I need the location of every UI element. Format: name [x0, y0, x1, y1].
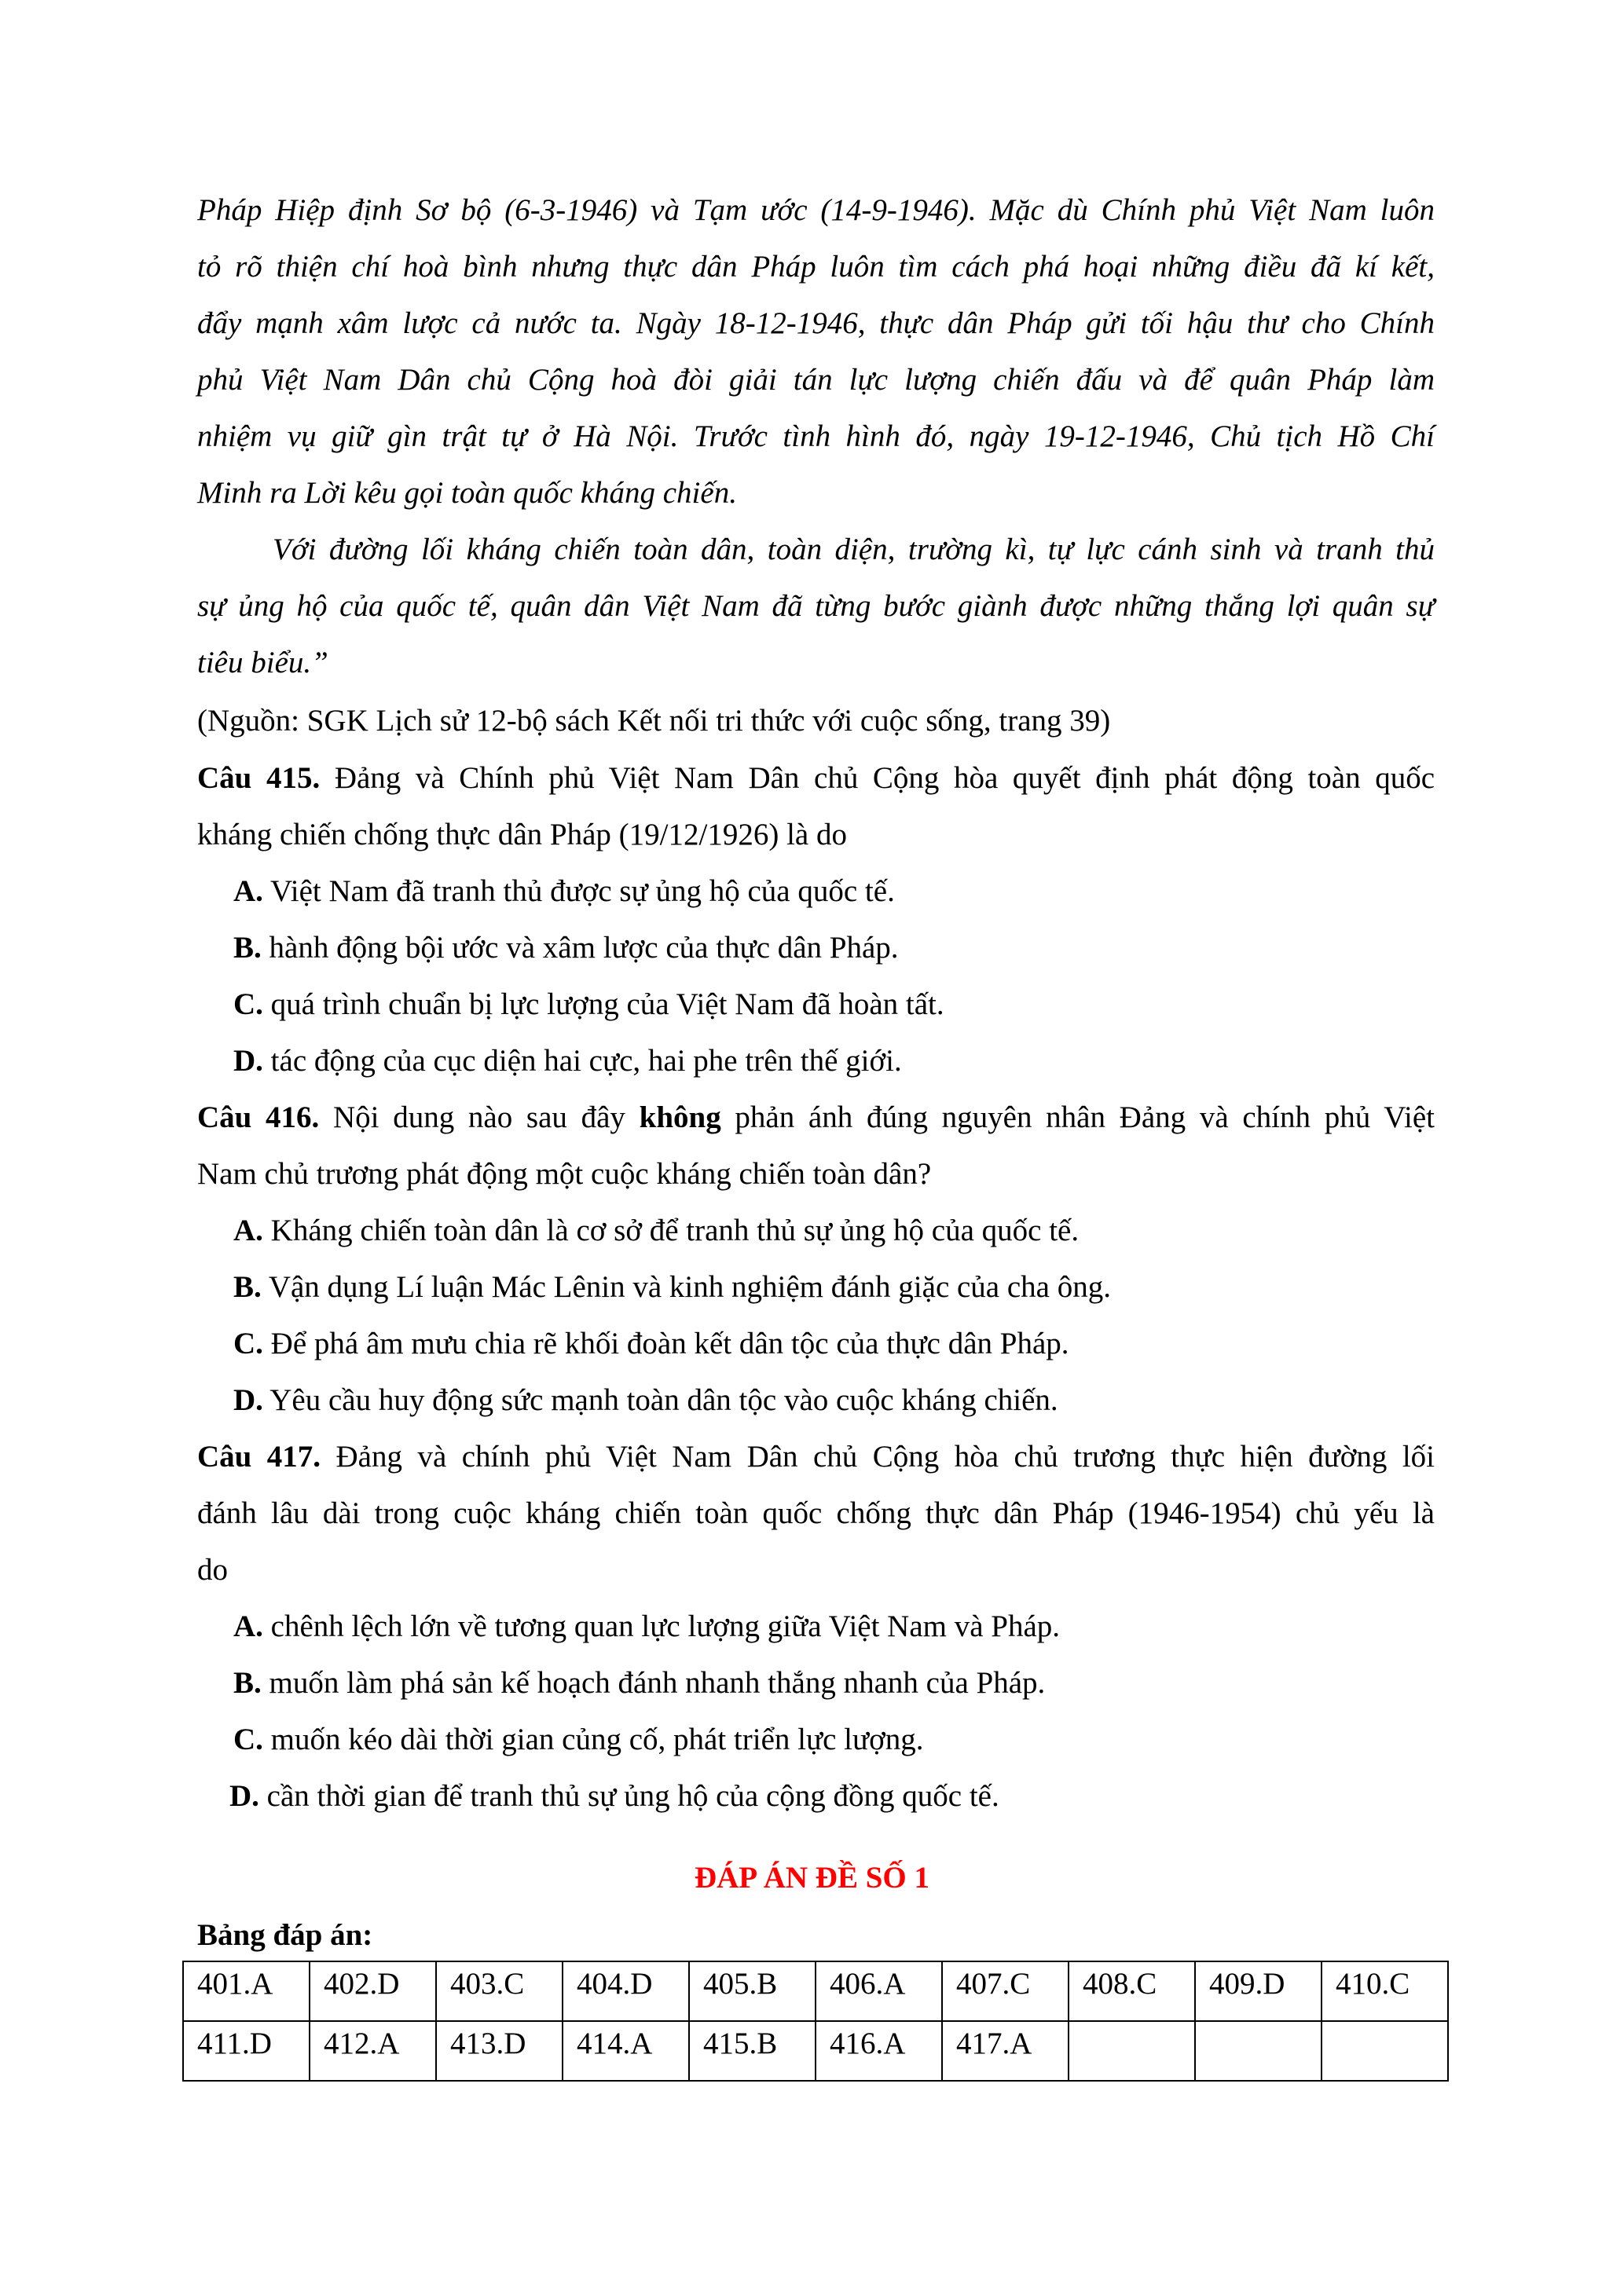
- option-417-c: C. muốn kéo dài thời gian củng cố, phát triển lực lượng.: [233, 1723, 924, 1756]
- passage-line: Minh ra Lời kêu gọi toàn quốc kháng chiến.: [197, 476, 737, 510]
- option-417-d: D. cần thời gian để tranh thủ sự ủng hộ của cộng đồng quốc tế.: [229, 1779, 999, 1813]
- emphasis-not: không: [639, 1100, 721, 1134]
- answer-cell: 416.A: [816, 2021, 942, 2081]
- passage-line: tiêu biểu.”: [197, 646, 328, 679]
- answer-cell: 417.A: [942, 2021, 1069, 2081]
- answer-cell: 406.A: [816, 1961, 942, 2021]
- answer-cell: 408.C: [1069, 1961, 1195, 2021]
- option-416-c: C. Để phá âm mưu chia rẽ khối đoàn kết dân tộc của thực dân Pháp.: [233, 1327, 1069, 1360]
- answer-key-title: ĐÁP ÁN ĐỀ SỐ 1: [694, 1861, 930, 1895]
- question-label: Câu 416.: [197, 1100, 320, 1134]
- question-label: Câu 415.: [197, 761, 321, 795]
- question-stem-line: kháng chiến chống thực dân Pháp (19/12/1926) là do: [197, 818, 847, 851]
- answer-cell: [1195, 2021, 1322, 2081]
- option-417-b: B. muốn làm phá sản kế hoạch đánh nhanh thắng nhanh của Pháp.: [233, 1666, 1046, 1700]
- question-stem: Câu 416. Nội dung nào sau đây không phản ánh đúng nguyên nhân Đảng và chính phủ Việt: [197, 1100, 1435, 1134]
- passage-line: Với đường lối kháng chiến toàn dân, toàn diện, trường kì, tự lực cánh sinh và tranh thủ: [273, 533, 1435, 566]
- answer-cell: [1069, 2021, 1195, 2081]
- answer-cell: 401.A: [183, 1961, 310, 2021]
- answer-cell: 410.C: [1322, 1961, 1448, 2021]
- question-stem: Câu 417. Đảng và chính phủ Việt Nam Dân chủ Cộng hòa chủ trương thực hiện đường lối: [197, 1440, 1435, 1474]
- option-416-b: B. Vận dụng Lí luận Mác Lênin và kinh nghiệm đánh giặc của cha ông.: [233, 1270, 1111, 1304]
- option-416-d: D. Yêu cầu huy động sức mạnh toàn dân tộc vào cuộc kháng chiến.: [233, 1383, 1058, 1417]
- passage-line: nhiệm vụ giữ gìn trật tự ở Hà Nội. Trước tình hình đó, ngày 19-12-1946, Chủ tịch Hồ Chí: [197, 419, 1435, 453]
- answer-cell: 413.D: [436, 2021, 563, 2081]
- answer-cell: 415.B: [689, 2021, 816, 2081]
- question-stem: [197, 760, 1435, 796]
- answer-table: [182, 1961, 1449, 2082]
- passage-line: Pháp Hiệp định Sơ bộ (6-3-1946) và Tạm ước (14-9-1946). Mặc dù Chính phủ Việt Nam luôn: [197, 193, 1435, 227]
- option-415-a: A. Việt Nam đã tranh thủ được sự ủng hộ của quốc tế.: [233, 874, 895, 908]
- option-415-d: D. tác động của cục diện hai cực, hai phe trên thế giới.: [233, 1044, 902, 1078]
- question-label: Câu 417.: [197, 1440, 321, 1474]
- source-citation: (Nguồn: SGK Lịch sử 12-bộ sách Kết nối tri thức với cuộc sống, trang 39): [197, 704, 1111, 738]
- answer-cell: 403.C: [436, 1961, 563, 2021]
- answer-cell: 409.D: [1195, 1961, 1322, 2021]
- answer-cell: 414.A: [563, 2021, 689, 2081]
- answer-cell: 404.D: [563, 1961, 689, 2021]
- question-stem-line: Nam chủ trương phát động một cuộc kháng chiến toàn dân?: [197, 1157, 932, 1191]
- passage-line: sự ủng hộ của quốc tế, quân dân Việt Nam đã từng bước giành được những thắng lợi quân sự: [197, 589, 1435, 623]
- passage-line: phủ Việt Nam Dân chủ Cộng hoà đòi giải tán lực lượng chiến đấu và để quân Pháp làm: [197, 363, 1435, 397]
- table-row: [183, 2021, 1448, 2081]
- answer-cell: 407.C: [942, 1961, 1069, 2021]
- option-417-a: A. chênh lệch lớn về tương quan lực lượng giữa Việt Nam và Pháp.: [233, 1609, 1061, 1643]
- answer-cell: 412.A: [310, 2021, 436, 2081]
- question-stem-line: do: [197, 1553, 228, 1587]
- answer-cell: [1322, 2021, 1448, 2081]
- answer-cell: 402.D: [310, 1961, 436, 2021]
- passage-line: đẩy mạnh xâm lược cả nước ta. Ngày 18-12-1946, thực dân Pháp gửi tối hậu thư cho Chính: [197, 306, 1435, 340]
- option-415-b: B. hành động bội ước và xâm lược của thực dân Pháp.: [233, 931, 899, 965]
- question-stem-line: đánh lâu dài trong cuộc kháng chiến toàn quốc chống thực dân Pháp (1946-1954) chủ yếu là: [197, 1496, 1435, 1530]
- option-416-a: A. Kháng chiến toàn dân là cơ sở để tranh thủ sự ủng hộ của quốc tế.: [233, 1214, 1080, 1247]
- table-row: [183, 1961, 1448, 2021]
- passage-line: tỏ rõ thiện chí hoà bình nhưng thực dân Pháp luôn tìm cách phá hoại những điều đã kí kết,: [197, 250, 1435, 284]
- answer-key-subtitle: Bảng đáp án:: [197, 1918, 373, 1952]
- question-stem-text: Đảng và Chính phủ Việt Nam Dân chủ Cộng hòa quyết định phát động toàn quốc: [334, 761, 1435, 795]
- answer-cell: 411.D: [183, 2021, 310, 2081]
- answer-cell: 405.B: [689, 1961, 816, 2021]
- option-415-c: C. quá trình chuẩn bị lực lượng của Việt Nam đã hoàn tất.: [233, 987, 944, 1021]
